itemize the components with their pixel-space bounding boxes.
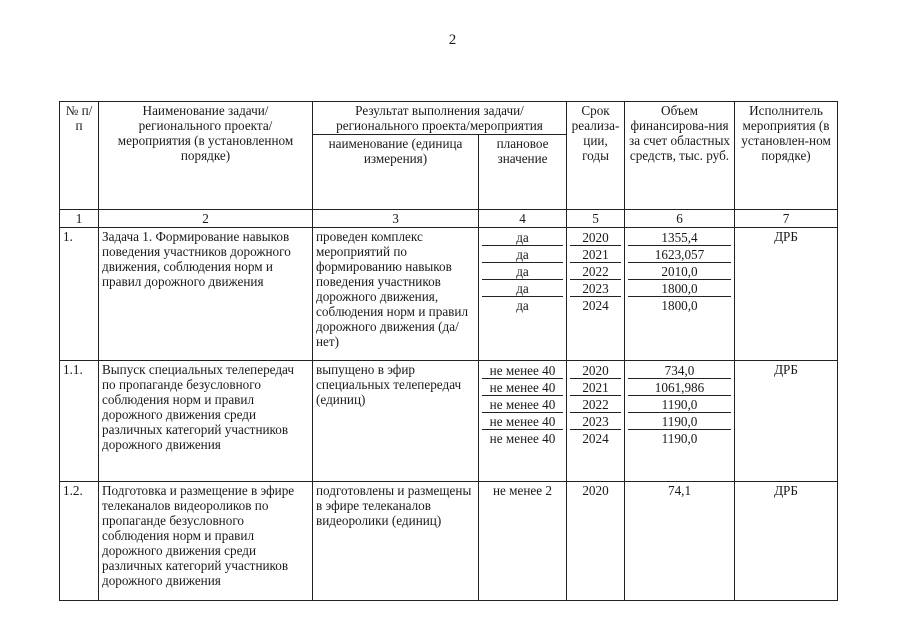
funding-value: 1355,4 [628, 229, 731, 246]
plan-value: не менее 40 [482, 413, 563, 430]
header-term: Срок реализа-ции, годы [567, 102, 625, 210]
row-years-stack [567, 228, 625, 361]
funding-value: 74,1 [625, 482, 735, 601]
year-value: 2020 [570, 229, 621, 246]
row-funding-stack [625, 361, 735, 482]
funding-value: 1190,0 [628, 413, 731, 430]
year-value: 2021 [570, 379, 621, 396]
row-plan-stack [479, 228, 567, 361]
plan-value: не менее 40 [482, 379, 563, 396]
plan-value: не менее 40 [489, 431, 556, 446]
table-row [60, 361, 838, 482]
header-executor: Исполнитель мероприятия (в установлен-ном порядке) [735, 102, 838, 210]
row-name: Задача 1. Формирование навыков поведения участников дорожного движения, соблюдения норм и правил дорожного движения [99, 228, 313, 361]
year-value: 2022 [570, 396, 621, 413]
year-value: 2023 [570, 413, 621, 430]
header-name: Наименование задачи/ регионального проекта/ мероприятия (в установленном порядке) [99, 102, 313, 210]
funding-value: 1800,0 [661, 298, 698, 313]
plan-value: да [482, 246, 563, 263]
column-number: 7 [735, 210, 838, 228]
program-table [59, 101, 838, 601]
year-value: 2021 [570, 246, 621, 263]
row-name: Подготовка и размещение в эфире телеканалов видеороликов по пропаганде безусловного соблюдения норм и правил дорожного движения среди различных категорий участников дорожного движения [99, 482, 313, 601]
year-value: 2023 [570, 280, 621, 297]
funding-value: 1623,057 [628, 246, 731, 263]
header-result-plan: плановое значение [479, 135, 567, 210]
header-result-group: Результат выполнения задачи/ регионального проекта/мероприятия [313, 102, 567, 135]
column-number: 4 [479, 210, 567, 228]
year-value: 2020 [570, 362, 621, 379]
row-name: Выпуск специальных телепередач по пропаганде безусловного соблюдения норм и правил дорожного движения среди различных категорий участников дорожного движения [99, 361, 313, 482]
funding-value: 1800,0 [628, 280, 731, 297]
row-plan-stack [479, 361, 567, 482]
plan-value: да [482, 280, 563, 297]
column-number: 6 [625, 210, 735, 228]
plan-value: не менее 2 [479, 482, 567, 601]
row-result-name: проведен комплекс мероприятий по формированию навыков поведения участников дорожного движения, соблюдения норм и правил дорожного движения (да/нет) [313, 228, 479, 361]
funding-value: 1190,0 [628, 396, 731, 413]
row-executor: ДРБ [735, 482, 838, 601]
funding-value: 734,0 [628, 362, 731, 379]
column-number: 2 [99, 210, 313, 228]
page-number: 2 [448, 32, 457, 48]
header-row-1 [60, 102, 838, 135]
plan-value: да [482, 263, 563, 280]
funding-value: 1061,986 [628, 379, 731, 396]
year-value: 2020 [567, 482, 625, 601]
row-years-stack [567, 361, 625, 482]
row-num: 1.2. [60, 482, 99, 601]
plan-value: да [482, 229, 563, 246]
row-num: 1.1. [60, 361, 99, 482]
row-result-name: подготовлены и размещены в эфире телеканалов видеоролики (единиц) [313, 482, 479, 601]
column-number: 5 [567, 210, 625, 228]
plan-value: да [516, 298, 529, 313]
funding-value: 1190,0 [661, 431, 698, 446]
column-number: 3 [313, 210, 479, 228]
row-result-name: выпущено в эфир специальных телепередач (единиц) [313, 361, 479, 482]
plan-value: не менее 40 [482, 396, 563, 413]
year-value: 2024 [582, 431, 609, 446]
year-value: 2024 [582, 298, 609, 313]
column-number: 1 [60, 210, 99, 228]
row-funding-stack [625, 228, 735, 361]
row-executor: ДРБ [735, 361, 838, 482]
table-row [60, 482, 838, 601]
header-num: № п/п [60, 102, 99, 210]
header-funding: Объем финансирова-ния за счет областных средств, тыс. руб. [625, 102, 735, 210]
plan-value: не менее 40 [482, 362, 563, 379]
table-row [60, 228, 838, 361]
year-value: 2022 [570, 263, 621, 280]
column-number-row [60, 210, 838, 228]
header-result-name: наименование (единица измерения) [313, 135, 479, 210]
row-num: 1. [60, 228, 99, 361]
row-executor: ДРБ [735, 228, 838, 361]
funding-value: 2010,0 [628, 263, 731, 280]
